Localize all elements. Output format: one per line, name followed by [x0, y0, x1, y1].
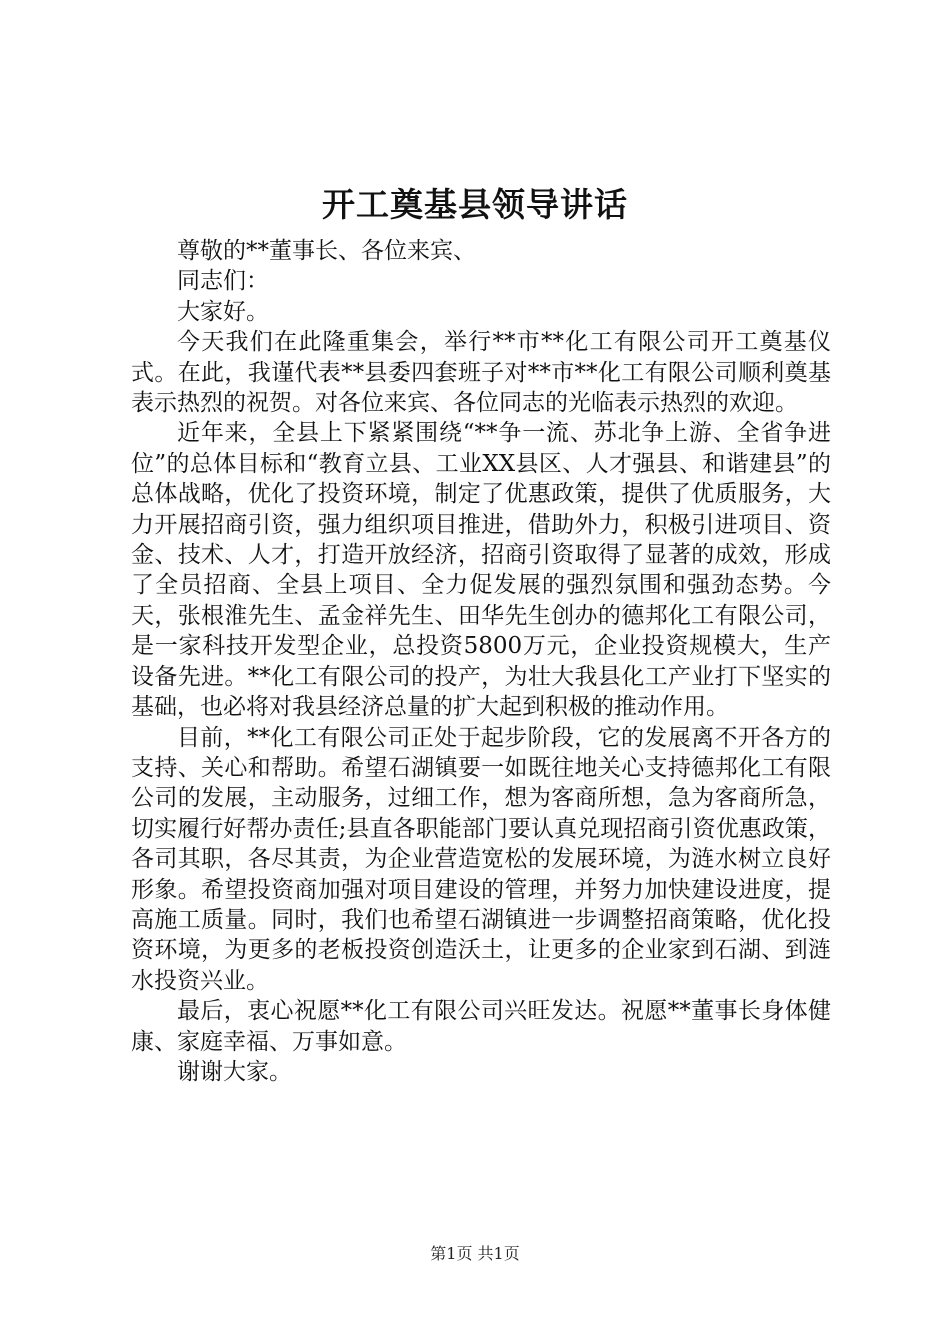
salutation-line: 同志们：: [177, 268, 269, 295]
document-title: 开工奠基县领导讲话: [322, 185, 628, 224]
greeting-line: 大家好。: [177, 298, 269, 325]
body-paragraph: 近年来，全县上下紧紧围绕“**争一流、苏北争上游、全省争进位”的总体目标和“教育立县、工业XX县区、人才强县、和谐建县”的总体战略，优化了投资环境，制定了优惠政策，提供了优质服务，大力开展招商引资，强力组织项目推进，借助外力，积极引进项目、资金、技术、人才，打造开放经济，招商引资取得了显著的成效，形成了全员招商、全县上项目、全力促发展的强烈氛围和强劲态势。今天，张根淮先生、孟金祥先生、田华先生创办的德邦化工有限公司，是一家科技开发型企业，总投资5800万元，企业投资规模大，生产设备先进。**化工有限公司的投产，为壮大我县化工产业打下坚实的基础，也必将对我县经济总量的扩大起到积极的推动作用。: [131, 420, 831, 721]
page-number-footer: 第1页 共1页: [430, 1244, 520, 1263]
document-body: [131, 236, 831, 1087]
closing-line: 谢谢大家。: [177, 1058, 292, 1085]
body-paragraph: 目前，**化工有限公司正处于起步阶段，它的发展离不开各方的支持、关心和帮助。希望石湖镇要一如既往地关心支持德邦化工有限公司的发展，主动服务，过细工作，想为客商所想，急为客商所急，切实履行好帮办责任;县直各职能部门要认真兑现招商引资优惠政策，各司其职，各尽其责，为企业营造宽松的发展环境，为涟水树立良好形象。希望投资商加强对项目建设的管理，并努力加快建设进度，提高施工质量。同时，我们也希望石湖镇进一步调整招商策略，优化投资环境，为更多的老板投资创造沃土，让更多的企业家到石湖、到涟水投资兴业。: [131, 724, 831, 994]
body-paragraph: 最后，衷心祝愿**化工有限公司兴旺发达。祝愿**董事长身体健康、家庭幸福、万事如意。: [131, 998, 831, 1055]
salutation-line: 尊敬的**董事长、各位来宾、: [177, 238, 476, 264]
body-paragraph: 今天我们在此隆重集会，举行**市**化工有限公司开工奠基仪式。在此，我谨代表**县委四套班子对**市**化工有限公司顺利奠基表示热烈的祝贺。对各位来宾、各位同志的光临表示热烈的欢迎。: [131, 329, 831, 417]
